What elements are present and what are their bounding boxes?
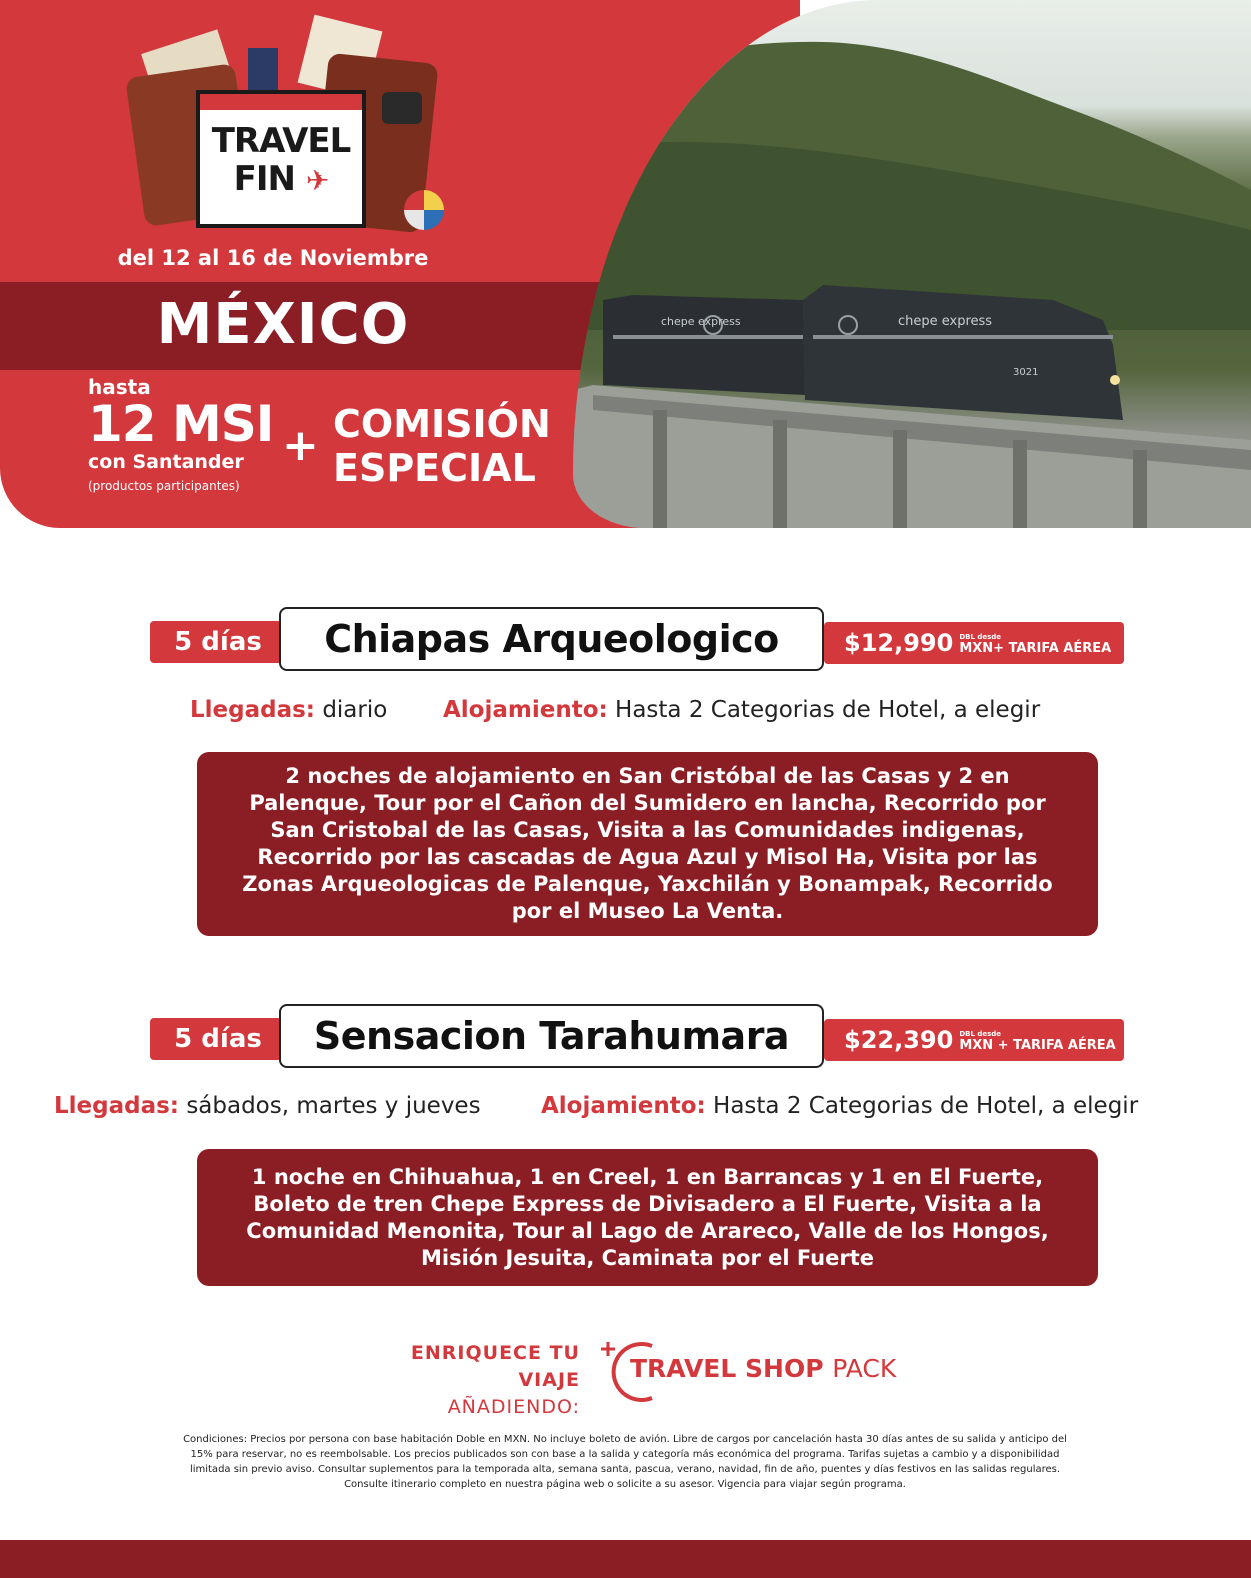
package-2-description: 1 noche en Chihuahua, 1 en Creel, 1 en Barrancas y 1 en El Fuerte, Boleto de tren Chepe Express de Divisadero a El Fuerte, Visita a la Comunidad Menonita, Tour al Lago de Arareco, Valle de los Hongos, Misión Jesuita, Caminata por el Fuerte bbox=[197, 1149, 1098, 1286]
train-scene bbox=[573, 0, 1251, 528]
package-1-lodging: Alojamiento: Hasta 2 Categorias de Hotel, a elegir bbox=[443, 697, 1041, 723]
package-1-arrivals: Llegadas: diario bbox=[190, 697, 388, 723]
package-2-arrivals: Llegadas: sábados, martes y jueves bbox=[54, 1093, 481, 1119]
promo-bank: con Santander bbox=[88, 451, 244, 473]
package-2-days: 5 días bbox=[150, 1018, 286, 1060]
travel-fin-logo bbox=[196, 90, 366, 228]
passport-icon bbox=[248, 48, 278, 90]
bottom-bar bbox=[0, 1540, 1251, 1578]
package-1-description: 2 noches de alojamiento en San Cristóbal de las Casas y 2 en Palenque, Tour por el Cañon del Sumidero en lancha, Recorrido por San Cristobal de las Casas, Visita a las Comunidades indigenas, Recorrido por las cascadas de Agua Azul y Misol Ha, Visita por las Zonas Arqueologicas de Palenque, Yaxchilán y Bonampak, Recorrido por el Museo La Venta. bbox=[197, 752, 1098, 936]
package-2-price: $22,390 DBL desde MXN + TARIFA AÉREA bbox=[824, 1019, 1124, 1061]
airplane-icon: ✈ bbox=[305, 164, 329, 197]
package-1-days: 5 días bbox=[150, 621, 286, 663]
train-number: 3021 bbox=[1013, 367, 1039, 378]
train-label-1: chepe express bbox=[661, 315, 741, 328]
logo-line-1: TRAVEL bbox=[211, 121, 351, 161]
promo-note: (productos participantes) bbox=[88, 479, 240, 493]
promo-dates: del 12 al 16 de Noviembre bbox=[117, 246, 429, 270]
promo-hasta: hasta bbox=[88, 375, 151, 399]
camera-icon bbox=[382, 92, 422, 124]
promo-msi: 12 MSI bbox=[88, 395, 274, 453]
beach-ball-icon bbox=[404, 190, 444, 230]
plus-icon: + bbox=[282, 420, 319, 471]
conditions-text: Condiciones: Precios por persona con base habitación Doble en MXN. No incluye boleto de avión. Libre de cargos por cancelación hasta 30 días antes de su salida y anticipo del 15% para reservar, no es reembolsable. Los precios publicados son con base a la salida y categoría más económica del programa. Tarifas sujetas a cambio y a disponibilidad limitada sin previo aviso. Consultar suplementos para la temporada alta, semana santa, pascua, verano, navidad, fin de año, puentes y días festivos en las salidas regulares. Consulte itinerario completo en nuestra página web o solicite a su asesor. Vigencia para viajar según programa. bbox=[183, 1434, 1067, 1490]
package-1-title: Chiapas Arqueologico bbox=[279, 607, 824, 671]
logo-line-2: FIN bbox=[233, 159, 296, 199]
promo-commission: COMISIÓN ESPECIAL bbox=[333, 402, 551, 490]
enrich-tagline: ENRIQUECE TU VIAJE AÑADIENDO: bbox=[410, 1342, 580, 1418]
package-2-lodging: Alojamiento: Hasta 2 Categorias de Hotel, a elegir bbox=[541, 1093, 1139, 1119]
train-label-2: chepe express bbox=[898, 314, 993, 329]
travel-shop-pack-logo: TRAVEL SHOP PACK bbox=[630, 1354, 897, 1383]
train-photo bbox=[573, 0, 1251, 528]
package-1-price: $12,990 DBL desde MXN+ TARIFA AÉREA bbox=[824, 622, 1124, 664]
country-title: MÉXICO bbox=[156, 292, 410, 357]
package-2-title: Sensacion Tarahumara bbox=[279, 1004, 824, 1068]
